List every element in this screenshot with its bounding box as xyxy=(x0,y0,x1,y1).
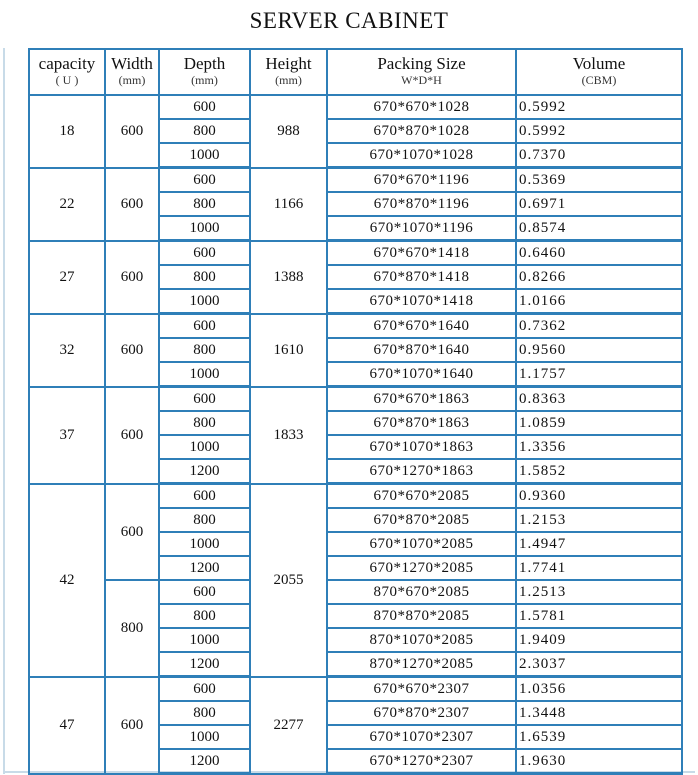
width-cell: 600 xyxy=(105,314,159,387)
left-page-rule xyxy=(3,48,5,774)
packing-size-cell: 670*1070*2085 xyxy=(327,532,516,556)
packing-size-cell: 670*1070*1028 xyxy=(327,143,516,168)
volume-cell: 1.3356 xyxy=(516,435,682,459)
packing-size-cell: 870*670*2085 xyxy=(327,580,516,604)
depth-cell: 1000 xyxy=(159,532,250,556)
packing-size-cell: 670*670*1863 xyxy=(327,387,516,412)
depth-cell: 600 xyxy=(159,314,250,339)
volume-cell: 1.6539 xyxy=(516,725,682,749)
packing-size-cell: 670*670*1418 xyxy=(327,241,516,266)
width-cell: 600 xyxy=(105,241,159,314)
table-row xyxy=(29,387,682,412)
width-cell: 800 xyxy=(105,580,159,677)
volume-cell: 0.6971 xyxy=(516,192,682,216)
depth-cell: 600 xyxy=(159,580,250,604)
depth-cell: 800 xyxy=(159,604,250,628)
packing-size-cell: 670*670*2085 xyxy=(327,484,516,509)
height-cell: 1388 xyxy=(250,241,327,314)
depth-cell: 800 xyxy=(159,192,250,216)
table-row xyxy=(29,314,682,339)
packing-size-cell: 670*1070*2307 xyxy=(327,725,516,749)
depth-cell: 1200 xyxy=(159,749,250,774)
packing-size-cell: 670*670*1196 xyxy=(327,168,516,193)
depth-cell: 800 xyxy=(159,508,250,532)
capacity-cell: 47 xyxy=(29,677,105,774)
packing-size-cell: 670*870*1418 xyxy=(327,265,516,289)
volume-cell: 1.4947 xyxy=(516,532,682,556)
depth-cell: 800 xyxy=(159,265,250,289)
volume-cell: 0.8266 xyxy=(516,265,682,289)
packing-size-cell: 670*1070*1418 xyxy=(327,289,516,314)
volume-cell: 2.3037 xyxy=(516,652,682,677)
page-title: SERVER CABINET xyxy=(249,8,449,33)
packing-size-cell: 870*1270*2085 xyxy=(327,652,516,677)
packing-size-cell: 670*670*1028 xyxy=(327,95,516,119)
volume-cell: 1.1757 xyxy=(516,362,682,387)
volume-cell: 1.3448 xyxy=(516,701,682,725)
depth-cell: 800 xyxy=(159,119,250,143)
table-row xyxy=(29,677,682,702)
volume-cell: 0.8363 xyxy=(516,387,682,412)
height-cell: 1833 xyxy=(250,387,327,484)
width-cell: 600 xyxy=(105,95,159,168)
volume-header: Volume (CBM) xyxy=(516,49,682,95)
height-header: Height (mm) xyxy=(250,49,327,95)
volume-cell: 0.9360 xyxy=(516,484,682,509)
depth-cell: 1000 xyxy=(159,628,250,652)
capacity-cell: 18 xyxy=(29,95,105,168)
table-row xyxy=(29,168,682,193)
packing-size-cell: 670*870*1028 xyxy=(327,119,516,143)
height-cell: 1166 xyxy=(250,168,327,241)
depth-cell: 800 xyxy=(159,411,250,435)
depth-cell: 800 xyxy=(159,338,250,362)
packing-size-cell: 670*1070*1640 xyxy=(327,362,516,387)
volume-cell: 1.5781 xyxy=(516,604,682,628)
volume-cell: 1.5852 xyxy=(516,459,682,484)
packing-size-cell: 670*1070*1863 xyxy=(327,435,516,459)
depth-cell: 1000 xyxy=(159,216,250,241)
depth-cell: 600 xyxy=(159,241,250,266)
depth-cell: 1000 xyxy=(159,362,250,387)
depth-cell: 600 xyxy=(159,387,250,412)
table-row xyxy=(29,484,682,509)
depth-cell: 1200 xyxy=(159,459,250,484)
depth-cell: 800 xyxy=(159,701,250,725)
volume-cell: 1.9630 xyxy=(516,749,682,774)
volume-cell: 0.5369 xyxy=(516,168,682,193)
header-row xyxy=(29,49,682,95)
volume-cell: 0.5992 xyxy=(516,119,682,143)
depth-cell: 1200 xyxy=(159,652,250,677)
volume-cell: 1.2153 xyxy=(516,508,682,532)
packing-size-cell: 670*870*1640 xyxy=(327,338,516,362)
capacity-cell: 32 xyxy=(29,314,105,387)
width-header: Width (mm) xyxy=(105,49,159,95)
depth-cell: 1000 xyxy=(159,435,250,459)
packing-size-cell: 670*870*2085 xyxy=(327,508,516,532)
depth-cell: 600 xyxy=(159,168,250,193)
capacity-cell: 22 xyxy=(29,168,105,241)
server-cabinet-spec-table xyxy=(28,48,683,775)
depth-cell: 600 xyxy=(159,95,250,119)
table-row xyxy=(29,95,682,119)
height-cell: 988 xyxy=(250,95,327,168)
capacity-header: capacity ( U ) xyxy=(29,49,105,95)
spec-table-body xyxy=(29,95,682,774)
depth-cell: 1000 xyxy=(159,143,250,168)
volume-cell: 1.0859 xyxy=(516,411,682,435)
table-row xyxy=(29,580,682,604)
packing-size-cell: 670*870*1863 xyxy=(327,411,516,435)
volume-cell: 0.9560 xyxy=(516,338,682,362)
volume-cell: 1.9409 xyxy=(516,628,682,652)
packing-size-cell: 670*670*1640 xyxy=(327,314,516,339)
depth-cell: 1000 xyxy=(159,289,250,314)
packing-size-cell: 670*1270*2085 xyxy=(327,556,516,580)
width-cell: 600 xyxy=(105,387,159,484)
width-cell: 600 xyxy=(105,168,159,241)
width-cell: 600 xyxy=(105,484,159,581)
height-cell: 1610 xyxy=(250,314,327,387)
height-cell: 2055 xyxy=(250,484,327,677)
depth-cell: 600 xyxy=(159,677,250,702)
volume-cell: 1.2513 xyxy=(516,580,682,604)
height-cell: 2277 xyxy=(250,677,327,774)
packing-size-cell: 670*870*1196 xyxy=(327,192,516,216)
volume-cell: 0.7362 xyxy=(516,314,682,339)
volume-cell: 1.0356 xyxy=(516,677,682,702)
depth-cell: 1200 xyxy=(159,556,250,580)
packing-size-header: Packing Size W*D*H xyxy=(327,49,516,95)
packing-size-cell: 670*1070*1196 xyxy=(327,216,516,241)
volume-cell: 0.7370 xyxy=(516,143,682,168)
depth-cell: 600 xyxy=(159,484,250,509)
packing-size-cell: 670*670*2307 xyxy=(327,677,516,702)
depth-header: Depth (mm) xyxy=(159,49,250,95)
packing-size-cell: 870*870*2085 xyxy=(327,604,516,628)
depth-cell: 1000 xyxy=(159,725,250,749)
packing-size-cell: 670*870*2307 xyxy=(327,701,516,725)
packing-size-cell: 870*1070*2085 xyxy=(327,628,516,652)
volume-cell: 0.8574 xyxy=(516,216,682,241)
packing-size-cell: 670*1270*1863 xyxy=(327,459,516,484)
capacity-cell: 42 xyxy=(29,484,105,677)
width-cell: 600 xyxy=(105,677,159,774)
capacity-cell: 37 xyxy=(29,387,105,484)
volume-cell: 0.6460 xyxy=(516,241,682,266)
volume-cell: 1.7741 xyxy=(516,556,682,580)
volume-cell: 0.5992 xyxy=(516,95,682,119)
volume-cell: 1.0166 xyxy=(516,289,682,314)
capacity-cell: 27 xyxy=(29,241,105,314)
packing-size-cell: 670*1270*2307 xyxy=(327,749,516,774)
table-row xyxy=(29,241,682,266)
